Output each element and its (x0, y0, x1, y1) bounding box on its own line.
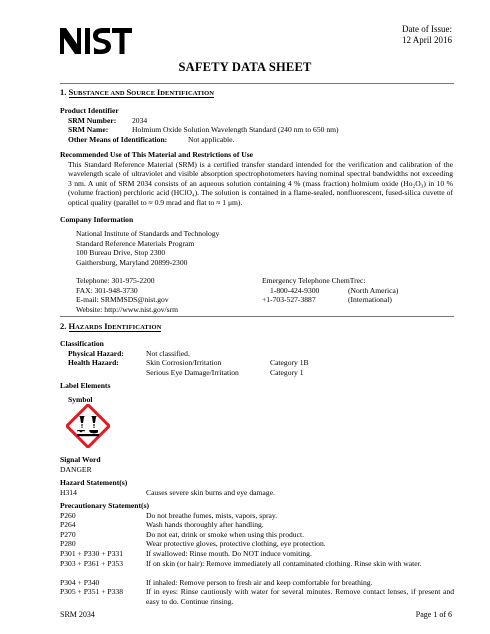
precautionary-code: P264 (60, 520, 76, 530)
company-line: National Institute of Standards and Technology (76, 229, 220, 238)
footer-page-number: Page 1 of 6 (415, 610, 452, 619)
company-address (76, 229, 219, 267)
label-elements-label: Label Elements (60, 381, 111, 390)
physical-hazard-label: Physical Hazard: (68, 348, 124, 358)
precautionary-code: P270 (60, 529, 76, 539)
precautionary-code: P305 + P351 + P338 (60, 587, 124, 597)
section-divider (60, 83, 454, 84)
section-2-title: HAZARDS IDENTIFICATION (68, 321, 162, 331)
precautionary-code: P260 (60, 510, 76, 520)
precautionary-code: P304 + P340 (60, 577, 100, 587)
date-label: Date of Issue: (402, 24, 452, 34)
precautionary-text: Wear protective gloves, protective clothing, eye protection. (146, 539, 326, 549)
ghs05-corrosion-icon (66, 404, 110, 448)
precautionary-code: P301 + P330 + P331 (60, 549, 124, 558)
hazard-statements-label: Hazard Statement(s) (60, 478, 128, 487)
other-means-value: Not applicable. (188, 134, 235, 144)
company-line: Standard Reference Materials Program (76, 238, 195, 248)
srm-name-label: SRM Name: (68, 125, 109, 134)
precautionary-text: If inhaled: Remove person to fresh air and keep comfortable for breathing. (146, 577, 373, 587)
email-link[interactable]: E-mail: SRMMSDS@nist.gov (76, 295, 169, 305)
section-1-title: SUBSTANCE AND SOURCE IDENTIFICATION (68, 87, 215, 97)
health-hazard-name: Skin Corrosion/Irritation (146, 358, 222, 368)
section-1-heading (60, 87, 214, 99)
health-hazard-category: Category 1B (270, 358, 309, 368)
recommended-use-text: This Standard Reference Material (SRM) is a certified transfer standard intended for the verification and calibration of the wavelength scale of ultraviolet and visible absorption spectrophotometers having nominal spectral bandwidths not exceeding 3 nm. A unit of SRM 2034 consists of an aqueous solution containing 4 % (mass fraction) holmium oxide (Ho₂O₃) in 10 % (volume fraction) perchloric acid (HClO₄). The solution is contained in a flame-sealed, nonfluorescent, fused-silica cuvette of optical quality (parallel to ≈ 0.9 mrad and flat to ≈ 1 μm). (68, 159, 453, 207)
fax: FAX: 301-948-3730 (76, 285, 138, 295)
srm-number-value: 2034 (132, 115, 148, 125)
emergency-label: Emergency Telephone ChemTrec: (262, 276, 366, 285)
precautionary-text: If in eyes: Rinse cautiously with water for several minutes. Remove contact lenses, if present and easy to do. Continue rinsing. (146, 587, 454, 606)
date-value: 12 April 2016 (401, 35, 452, 45)
precautionary-text: Wash hands thoroughly after handling. (146, 520, 264, 530)
website-link[interactable]: Website: http://www.nist.gov/srm (76, 304, 179, 314)
classification-label: Classification (60, 339, 104, 348)
precautionary-code: P280 (60, 539, 76, 549)
symbol-label: Symbol (68, 395, 93, 404)
signal-word-label: Signal Word (60, 455, 101, 464)
page-title: SAFETY DATA SHEET (178, 60, 312, 74)
recommended-use-label: Recommended Use of This Material and Restrictions of Use (60, 150, 254, 159)
emergency-na-number: 1-800-424-9300 (270, 285, 320, 295)
precautionary-text: If swallowed: Rinse mouth. Do NOT induce vomiting. (146, 549, 312, 558)
precautionary-text: If on skin (or hair): Remove immediately all contaminated clothing. Rinse skin with water. (146, 558, 422, 568)
precautionary-label: Precautionary Statement(s) (60, 501, 150, 510)
section-2-number: 2. (60, 321, 67, 331)
telephone: Telephone: 301-975-2200 (76, 276, 155, 285)
company-info-label: Company Information (60, 215, 134, 224)
company-line: 100 Bureau Drive, Stop 2300 (76, 248, 166, 258)
other-means-label: Other Means of Identification: (68, 134, 168, 144)
date-of-issue (402, 24, 452, 46)
health-hazard-name: Serious Eye Damage/Irritation (146, 367, 239, 377)
footer-doc-id: SRM 2034 (60, 610, 95, 619)
physical-hazard-value: Not classified. (146, 348, 190, 358)
hazard-statement-code: H314 (60, 487, 77, 497)
srm-number-label: SRM Number: (68, 115, 117, 125)
company-contacts (76, 276, 178, 314)
section-1-number: 1. (60, 87, 67, 97)
health-hazard-label: Health Hazard: (68, 358, 119, 368)
product-identifier-label: Product Identifier (60, 106, 119, 115)
health-hazard-category: Category 1 (270, 367, 304, 377)
company-line: Gaithersburg, Maryland 20899-2300 (76, 257, 188, 267)
section-divider (60, 316, 454, 317)
section-2-heading (60, 321, 161, 333)
precautionary-text: Do not breathe fumes, mists, vapors, spray. (146, 510, 278, 520)
emergency-intl-number: +1-703-527-3887 (262, 295, 316, 305)
srm-name-value: Holmium Oxide Solution Wavelength Standard (240 nm to 650 nm) (132, 125, 339, 134)
emergency-na-region: (North America) (348, 285, 399, 295)
precautionary-text: Do not eat, drink or smoke when using this product. (146, 529, 304, 539)
emergency-intl-region: (International) (348, 295, 392, 305)
hazard-statement-text: Causes severe skin burns and eye damage. (146, 487, 275, 497)
precautionary-code: P303 + P361 + P353 (60, 558, 124, 568)
signal-word-value: DANGER (60, 464, 92, 474)
nist-logo (60, 28, 132, 54)
